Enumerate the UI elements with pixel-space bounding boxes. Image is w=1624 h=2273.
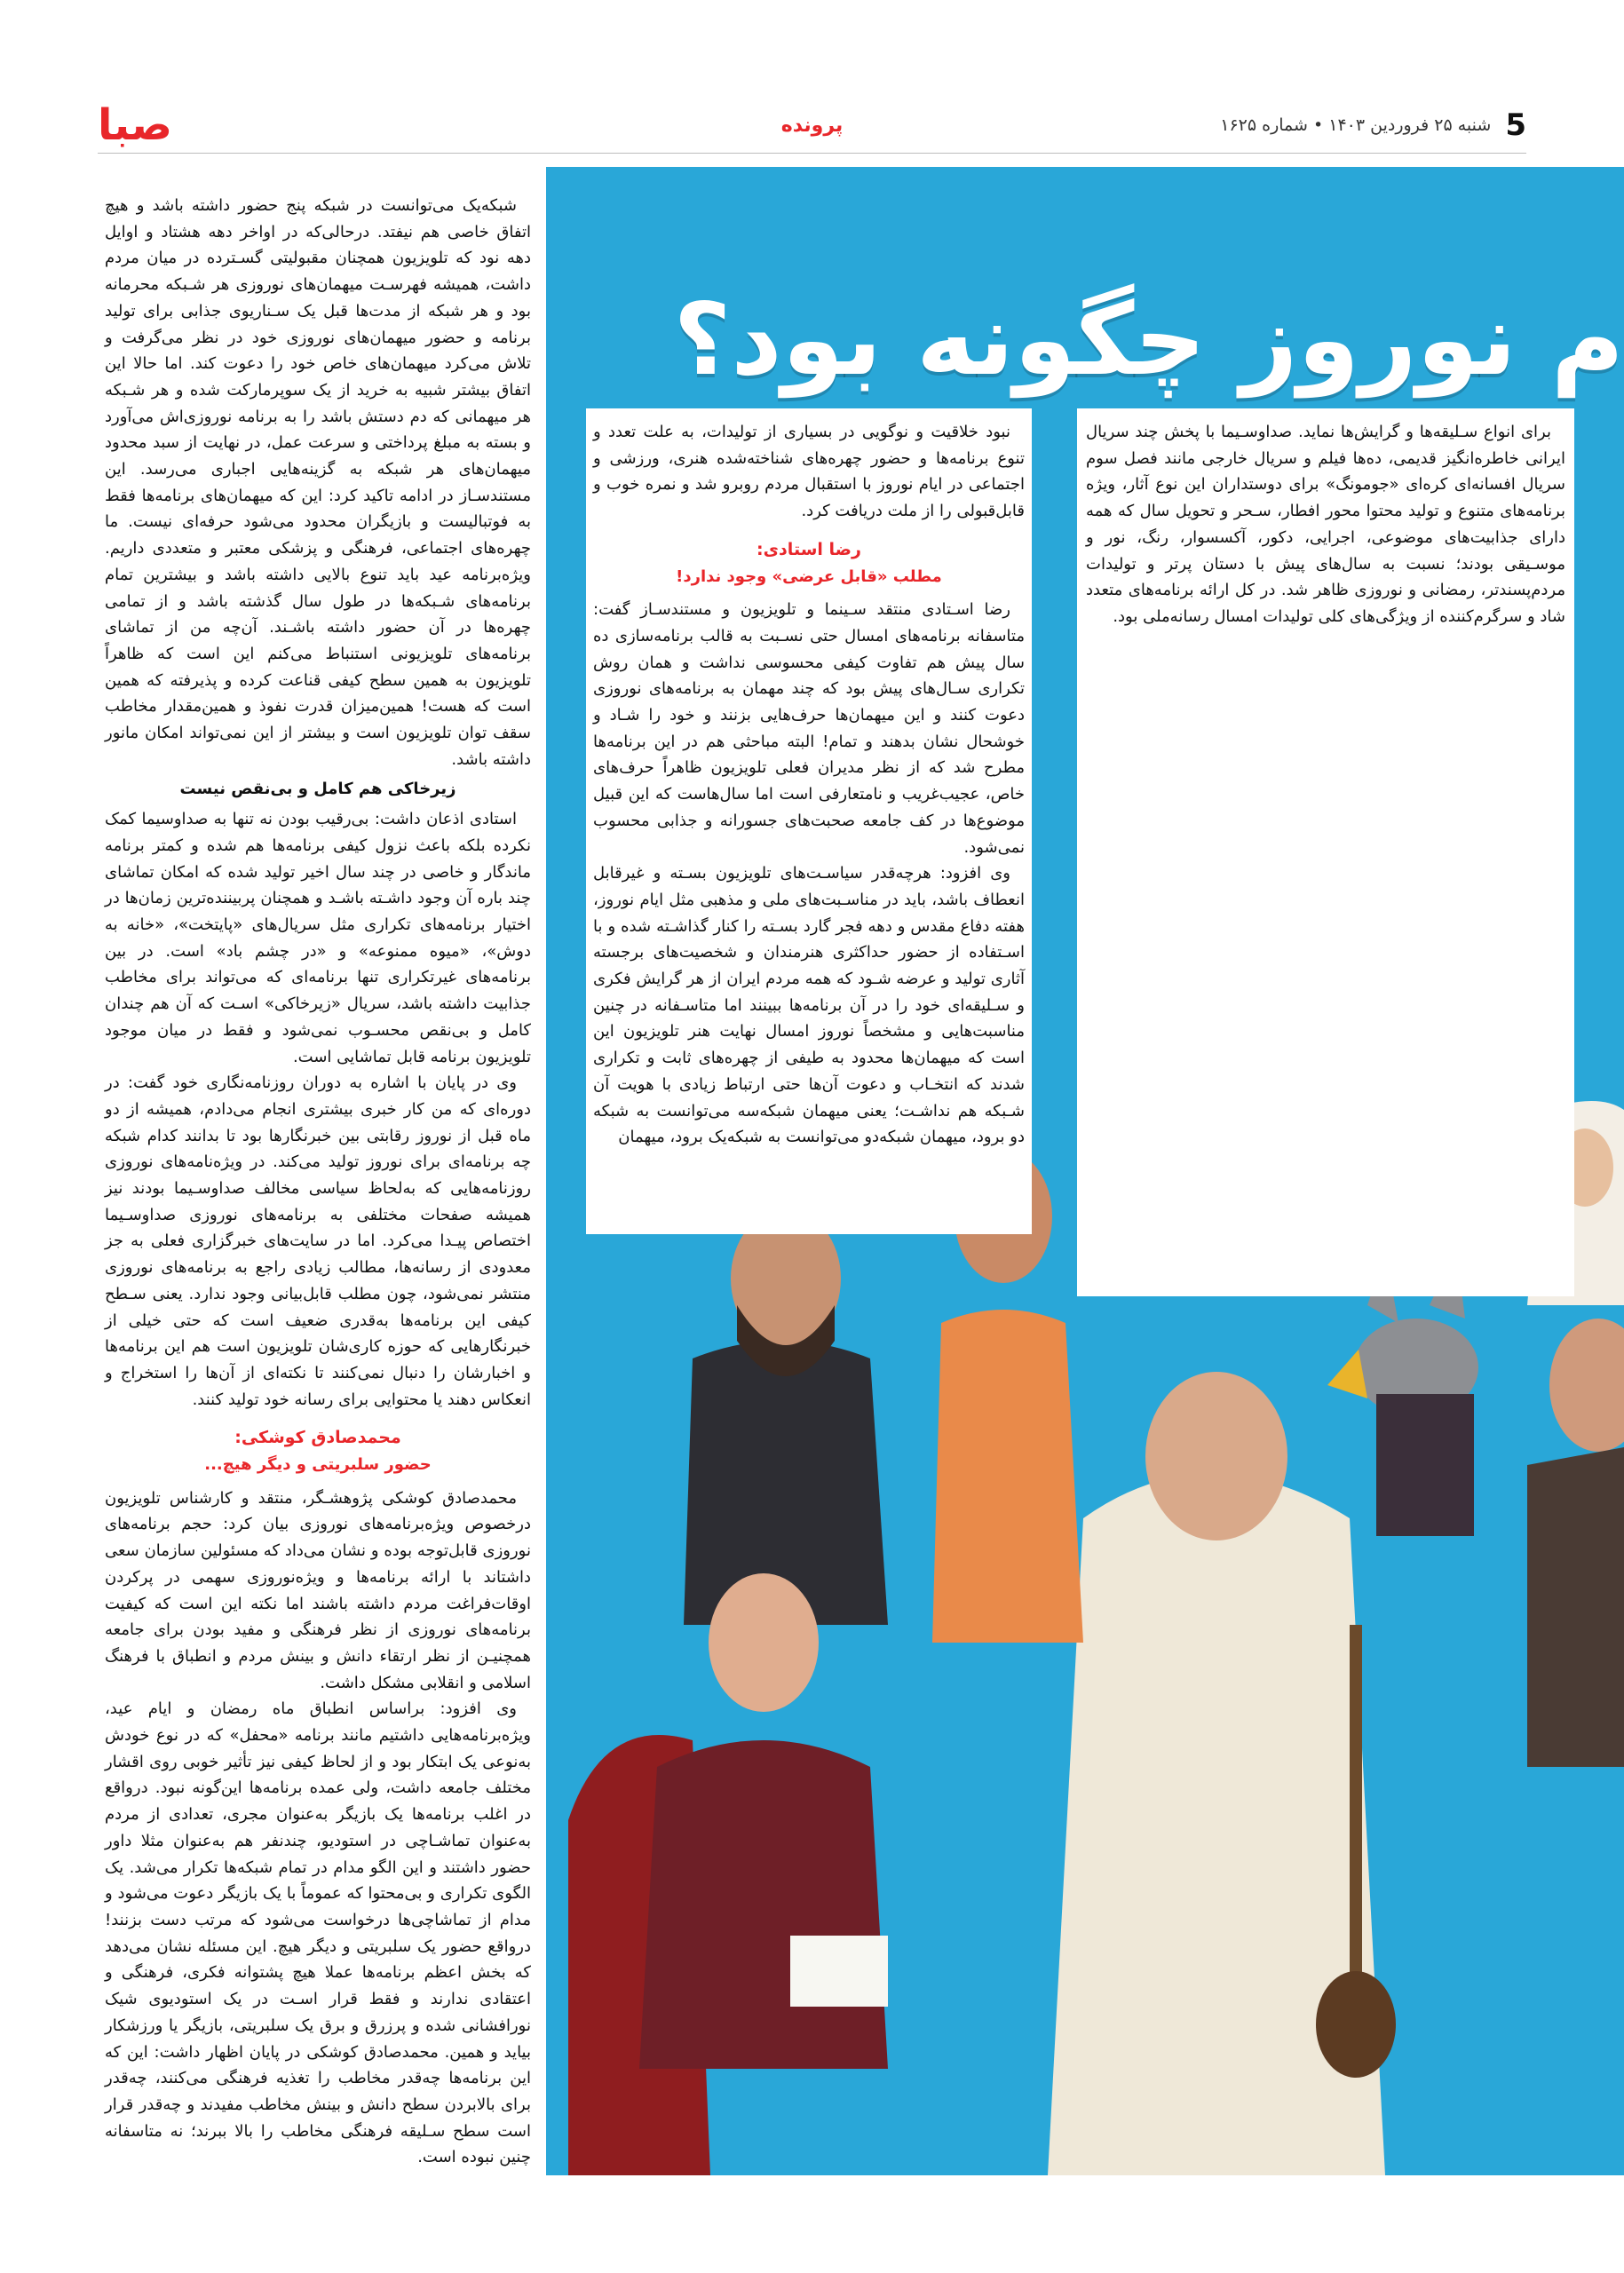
article-paragraph: شبکه‌یک می‌توانست در شبکه پنج حضور داشته باشد و هیچ اتفاق خاصی هم نیفتد. درحالی‌که در اواخر دهه هشتاد و اوایل دهه نود که تلویزیون همچنان مقبولیتی گسـترده در میان مردم داشت، همیشه فهرسـت میهمان‌های نوروزی هر شـبکه محرمانه بود و هر شبکه از مدت‌ها قبل یک سـناریوی جذابی برای تولید برنامه و حضور میهمان‌های نوروزی خود در نظر می‌گرفت و تلاش می‌کرد میهمان‌های خاص خود را دعوت کند. اما حالا این اتفاق بیشتر شبیه به خرید از یک سوپرمارکت شده و هر شـبکه هر میهمانی که دم دستش باشد را به برنامه نوروزی‌اش می‌آورد و بسته به مبلغ پرداختی و سرعت عمل، در نهایت از سبد محدود میهمان‌های هر شبکه به گزینه‌هایی اجباری می‌رسد. این مستندسـاز در ادامه تاکید کرد: این که میهمان‌های برنامه‌ها فقط به فوتبالیست و بازیگران محدود می‌شود حرفه‌ای نیست. ما چهره‌های اجتماعی، فرهنگی و پزشکی معتبر و متعددی داریم. ویژه‌برنامه عید باید تنوع بالایی داشته باشد و بیشترین تمام برنامه‌های شـبکه‌ها در طول سال گذشته باشد و از تمامی چهره‌ها در آن حضور داشته باشـند. آن‌چه من از تماشای برنامه‌های تلویزیونی استنباط می‌کنم این است که ظاهراً تلویزیون به همین سطح کیفی قناعت کرده و پذیرفته که همین است که هست! همین‌میزان قدرت نفوذ و همین‌مقدار مخاطب سقف توان تلویزیون است و بیشتر از این نمی‌تواند امکان مانور داشته باشد. xyxy=(105,196,531,769)
article-paragraph: استادی اذعان داشت: بی‌رقیب بودن نه تنها به صداوسیما کمک نکرده بلکه باعث نزول کیفی برنامه‌ها هم شده و کمتر برنامه ماندگار و خاصی در چند سال اخیر تولید شده که امکان تماشای چند باره آن وجود داشـته باشـد و همچنان پربیننده‌ترین زمان‌ها در اختیار برنامه‌های تکراری مثل سریال‌های «پایتخت»، «خانه به دوش»، «میوه ممنوعه» و «در چشم باد» است. در بین برنامه‌های غیرتکراری تنها برنامه‌ای که می‌تواند برای مخاطب جذابیت داشته باشد، سریال «زیرخاکی» اسـت که آن هم چندان کامل و بی‌نقص محسـوب نمی‌شود و فقط در میان موجود تلویزیون برنامه قابل تماشایی است. xyxy=(105,810,531,1066)
interviewee-quote: مطلب «قابل عرضی» وجود ندارد! xyxy=(676,566,942,586)
bearded-man-photo xyxy=(684,1209,888,1625)
interviewee-heading xyxy=(593,537,1025,590)
logo-text: صبا xyxy=(98,100,172,150)
article-paragraph: رضا اسـتادی منتقد سـینما و تلویزیون و مستندسـاز گفت: متاسفانه برنامه‌های امسال حتی نسـبت به قالب برنامه‌سازی ده سال پیش هم تفاوت کیفی محسوسی نداشت و همان روش تکراری سـال‌های پیش بود که چند مهمان به برنامه‌های نوروزی دعوت کنند و این میهمان‌ها حرف‌هایی بزنند و خود را شـاد و خوشحال نشان بدهند و تمام! البته مباحثی هم در این برنامه‌ها مطرح شد که از نظر مدیران فعلی تلویزیون ظاهراً حرف‌های خاص، عجیب‌غریب و نامتعارفی است اما سال‌هاست که این قبیل موضوع‌ها در کف جامعه صحبت‌های جسورانه و جذابی محسوب نمی‌شود. xyxy=(593,600,1025,857)
article-paragraph: نبود خلاقیت و نوگویی در بسیاری از تولیدات، به علت تعدد و تنوع برنامه‌ها و حضور چهره‌های شناخته‌شده هنری، ورزشی و اجتماعی در ایام نوروز با استقبال مردم روبرو شد و نمره خوب و قابل‌قبولی را از ملت دریافت کرد. xyxy=(593,423,1025,521)
interviewee-name: محمدصادق کوشکی: xyxy=(234,1428,401,1448)
issue-info: شنبه ۲۵ فروردین ۱۴۰۳ • شماره ۱۶۲۵ xyxy=(1220,115,1492,135)
page-header xyxy=(98,98,1526,154)
article-paragraph: وی افزود: هرچه‌قدر سیاسـت‌های تلویزیون بسـته و غیرقابل انعطاف باشد، باید در مناسـبت‌های ملی و مذهبی مثل ایام نوروز، هفته دفاع مقدس و دهه فجر گارد بسـته را کنار گذاشـته شده و با اسـتفاده از حضور حداکثری هنرمندان و شخصیت‌های برجسته آثاری تولید و عرضه شـود که همه مردم ایران از هر گرایش فکری و سـلیقه‌ای خود را در آن برنامه‌ها ببینند اما متاسـفانه در چنین مناسبت‌هایی و مشخصاً نوروز امسال نهایت هنر تلویزیون این است که میهمان‌ها محدود به طیفی از چهره‌های ثابت و تکراری شدند که انتخـاب و دعوت آن‌ها حتی ارتباط زیادی با هویت آن شـبکه هم نداشـت؛ یعنی میهمان شبکه‌سه می‌توانست به شبکه دو برود، میهمان شبکه‌دو می‌توانست به شبکه‌یک برود، میهمان xyxy=(593,864,1025,1147)
article-column-left xyxy=(98,182,538,2171)
page-number: 5 xyxy=(1505,107,1526,143)
feature-headline: م نوروز چگونه بود؟ xyxy=(673,282,1624,398)
section-label: پرونده xyxy=(780,114,844,137)
interviewee-quote: حضور سلبریتی و دیگر هیچ... xyxy=(204,1455,432,1475)
interviewee-name: رضا استادی: xyxy=(757,539,861,559)
article-column-middle xyxy=(586,408,1032,1234)
article-paragraph: برای انواع سـلیقه‌ها و گرایش‌ها نماید. صداوسـیما با پخش چند سریال ایرانی خاطره‌انگیز قدیمی، ده‌ها فیلم و سریال خارجی مانند فصل سوم سریال افسانه‌ای کره‌ای «جومونگ» برای دوستداران این نوع آثار، ویژه برنامه‌های متنوع و تولید محتوا محور افطار، سـحر و تحویل سال که همه دارای جذابیت‌های موضوعی، اجرایی، دکور، آکسسوار، رنگ، نور و موسـیقی بودند؛ نسبت به سال‌های پیش با دستان پرتر و تولیدات مردم‌پسندتر، رمضانی و نوروزی ظاهر شد. در کل ارائه برنامه‌های متعدد شاد و سرگرم‌کننده از ویژگی‌های کلی تولیدات امسال رسانه‌ملی بود. xyxy=(1086,423,1565,626)
article-paragraph: وی در پایان با اشاره به دوران روزنامه‌نگاری خود گفت: در دوره‌ای که من کار خبری بیشتری انجام می‌دادم، همیشه از دو ماه قبل از نوروز رقابتی بین خبرنگارها بود تا بدانند کدام شبکه چه برنامه‌ای برای نوروز تولید می‌کند. در ویژه‌نامه‌های نوروزی روزنامه‌هایی که به‌لحاظ سیاسی مخالف صداوسـیما بودند نیز همیشه صفحات مختلفی به برنامه‌های نوروزی صداوسـیما اختصاص پیـدا می‌کرد. اما در سایت‌های خبرگزاری فعلی به جز معدودی از رسانه‌ها، مطالب زیادی راجع به برنامه‌های نوروزی منتشر نمی‌شود، چون مطلب قابل‌بیانی وجود ندارد. یعنی سـطح کیفی این برنامه‌ها به‌قدری ضعیف است که حتی خیلی از خبرنگارهایی که حوزه کاری‌شان تلویزیون است هم این برنامه‌ها و اخبارشان را دنبال نمی‌کنند تا نکته‌ای از آن‌ها را استخراج و انعکاس دهند یا محتوایی برای رسانه خود تولید کنند. xyxy=(105,1073,531,1409)
article-paragraph: محمدصادق کوشکی پژوهشـگر، منتقد و کارشناس تلویزیون درخصوص ویژه‌برنامه‌های نوروزی بیان کرد: حجم برنامه‌های نوروزی قابل‌توجه بوده و نشان می‌داد که مسئولین سازمان سعی داشتاند با ارائه برنامه‌ها و ویژه‌نوروزی سهمی در پرکردن اوقات‌فراغت مردم داشته باشند اما نکته این است که کیفیت برنامه‌های نوروزی از نظر فرهنگی و مفید بودن برای جامعه همچنیـن از نظر ارتقاء دانش و بینش مردم و انطباق با فرهنگ اسلامی و انقلابی مشکل داشت. xyxy=(105,1488,531,1692)
article-paragraph: وی افزود: براساس انطباق ماه رمضان و ایام عید، ویژه‌برنامه‌هایی داشتیم مانند برنامه «محفل» که در نوع خودش به‌نوعی یک ابتکار بود و از لحاظ کیفی نیز تأثیر خوبی روی اقشار مختلف جامعه داشت، ولی عمده برنامه‌ها این‌گونه نبود. درواقع در اغلب برنامه‌ها یک بازیگر به‌عنوان مجری، تعدادی از مردم به‌عنوان تماشـاچی در استودیو، چندنفر هم به‌عنوان مثلا داور حضور داشتند و این الگو مدام در تمام شبکه‌ها تکرار می‌شد. یک الگوی تکراری و بی‌محتوا که عموماً با یک بازیگر دعوت می‌شود و مدام از تماشاچی‌ها درخواست می‌شود که مرتب دست بزنند! درواقع حضور یک سلبریتی و دیگر هیچ. این مسئله نشان می‌دهد که بخش اعظم برنامه‌ها عملا هیچ پشتوانه فکری، فرهنگی و اعتقادی ندارند و فقط قرار اسـت در یک استودیوی شیک نورافشانی شده و پرزرق و برق یک سلبریتی، بازیگر یا ورزشکار بیاید و همین. محمدصادق کوشکی در پایان اظهار داشت: این که این برنامه‌ها چه‌قدر مخاطب را تغذیه فرهنگی می‌کنند، چه‌قدر برای بالابردن سطح دانش و بینش مخاطب مفیدند و چه‌قدر قرار است سطح سـلیقه فرهنگی مخاطب را بالا ببرند؛ نه متاسفانه چنین نبوده است. xyxy=(105,1699,531,2167)
article-column-right xyxy=(1077,408,1574,1296)
sub-heading: زیرخاکی هم کامل و بی‌نقص نیست xyxy=(179,780,456,799)
man-in-maroon-sweater-photo xyxy=(568,1573,888,2175)
newspaper-logo xyxy=(98,100,172,150)
smiling-man-photo xyxy=(1527,1319,1624,1767)
interviewee-heading xyxy=(105,1425,531,1477)
